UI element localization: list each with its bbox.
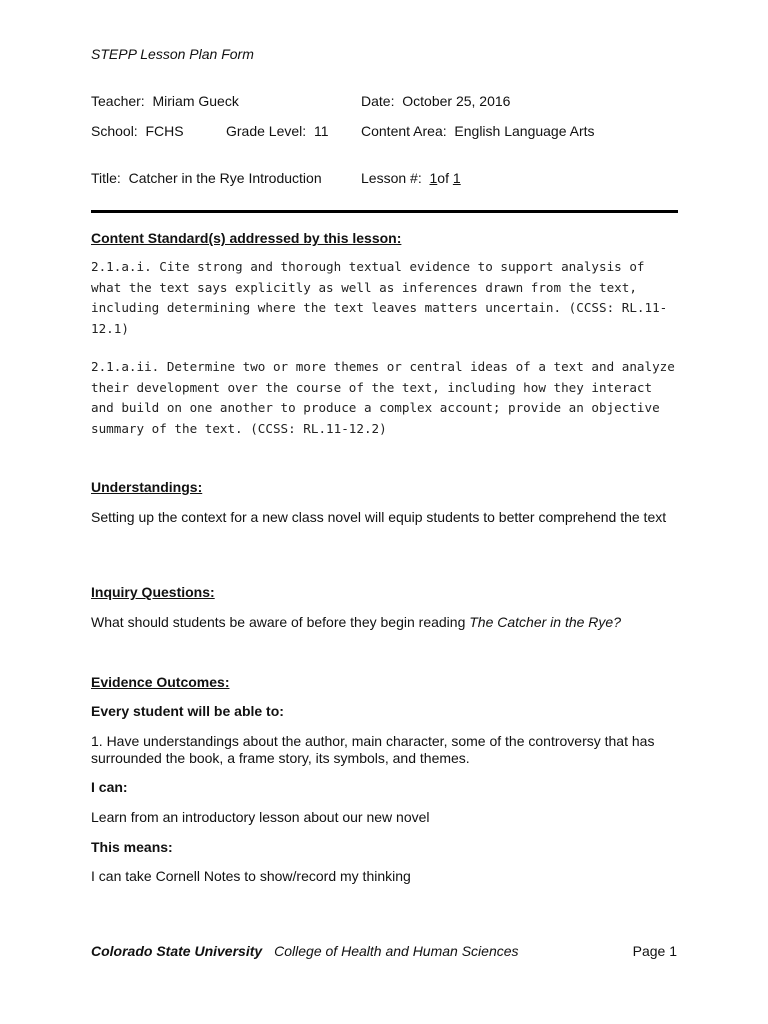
date-value: October 25, 2016 (402, 93, 511, 109)
section-divider (91, 210, 678, 213)
inquiry-text (91, 614, 681, 631)
grade-field (226, 122, 329, 140)
understandings-heading: Understandings: (91, 479, 203, 495)
content-area-label: Content Area: (361, 123, 447, 139)
i-can-text: Learn from an introductory lesson about our new novel (91, 809, 430, 825)
lesson-number: 1 (429, 170, 438, 186)
title-field (91, 169, 322, 187)
date-field (361, 92, 510, 110)
footer-college: College of Health and Human Sciences (274, 943, 519, 959)
date-label: Date: (361, 93, 395, 109)
every-student-label: Every student will be able to: (91, 703, 284, 719)
understandings-text: Setting up the context for a new class novel will equip students to better comprehend the text (91, 509, 667, 525)
book-title: The Catcher in the Rye? (469, 614, 621, 630)
inquiry-question: What should students be aware of before they begin reading (91, 614, 470, 630)
footer-institution (91, 943, 519, 959)
title-label: Title: (91, 170, 121, 186)
this-means-label: This means: (91, 839, 173, 855)
form-title: STEPP Lesson Plan Form (91, 46, 254, 62)
content-area-field (361, 122, 595, 140)
standard-item-1: 2.1.a.i. Cite strong and thorough textual evidence to support analysis of what the text says explicitly as well as inferences drawn from the text, including determining where the text leaves matters uncertain. (CCSS: RL.11-12.1) (91, 259, 668, 336)
lesson-total: 1 (452, 170, 461, 186)
lesson-number-field (361, 169, 461, 187)
teacher-label: Teacher: (91, 93, 145, 109)
school-value: FCHS (145, 123, 184, 139)
grade-label: Grade Level: (226, 123, 307, 139)
grade-value: 11 (313, 123, 329, 139)
lesson-label: Lesson #: (361, 170, 422, 186)
footer-university: Colorado State University (91, 943, 263, 959)
standard-item-2: 2.1.a.ii. Determine two or more themes or central ideas of a text and analyze their development over the course of the text, including how they interact and build on one another to produce a complex account; provide an objective summary of the text. (CCSS: RL.11-12.2) (91, 359, 675, 436)
teacher-value: Miriam Gueck (152, 93, 239, 109)
standards-heading: Content Standard(s) addressed by this lesson: (91, 230, 402, 246)
evidence-heading: Evidence Outcomes: (91, 674, 230, 690)
teacher-field (91, 92, 239, 110)
lesson-of: of (437, 170, 449, 186)
footer-page-number: Page 1 (632, 943, 677, 959)
this-means-text: I can take Cornell Notes to show/record my thinking (91, 868, 411, 884)
inquiry-heading: Inquiry Questions: (91, 584, 215, 600)
i-can-label: I can: (91, 779, 128, 795)
title-value: Catcher in the Rye Introduction (128, 170, 322, 186)
school-field (91, 122, 184, 140)
school-label: School: (91, 123, 138, 139)
outcome-item-1: 1. Have understandings about the author, main character, some of the controversy that has surrounded the book, a frame story, its symbols, and themes. (91, 733, 655, 766)
content-area-value: English Language Arts (454, 123, 595, 139)
